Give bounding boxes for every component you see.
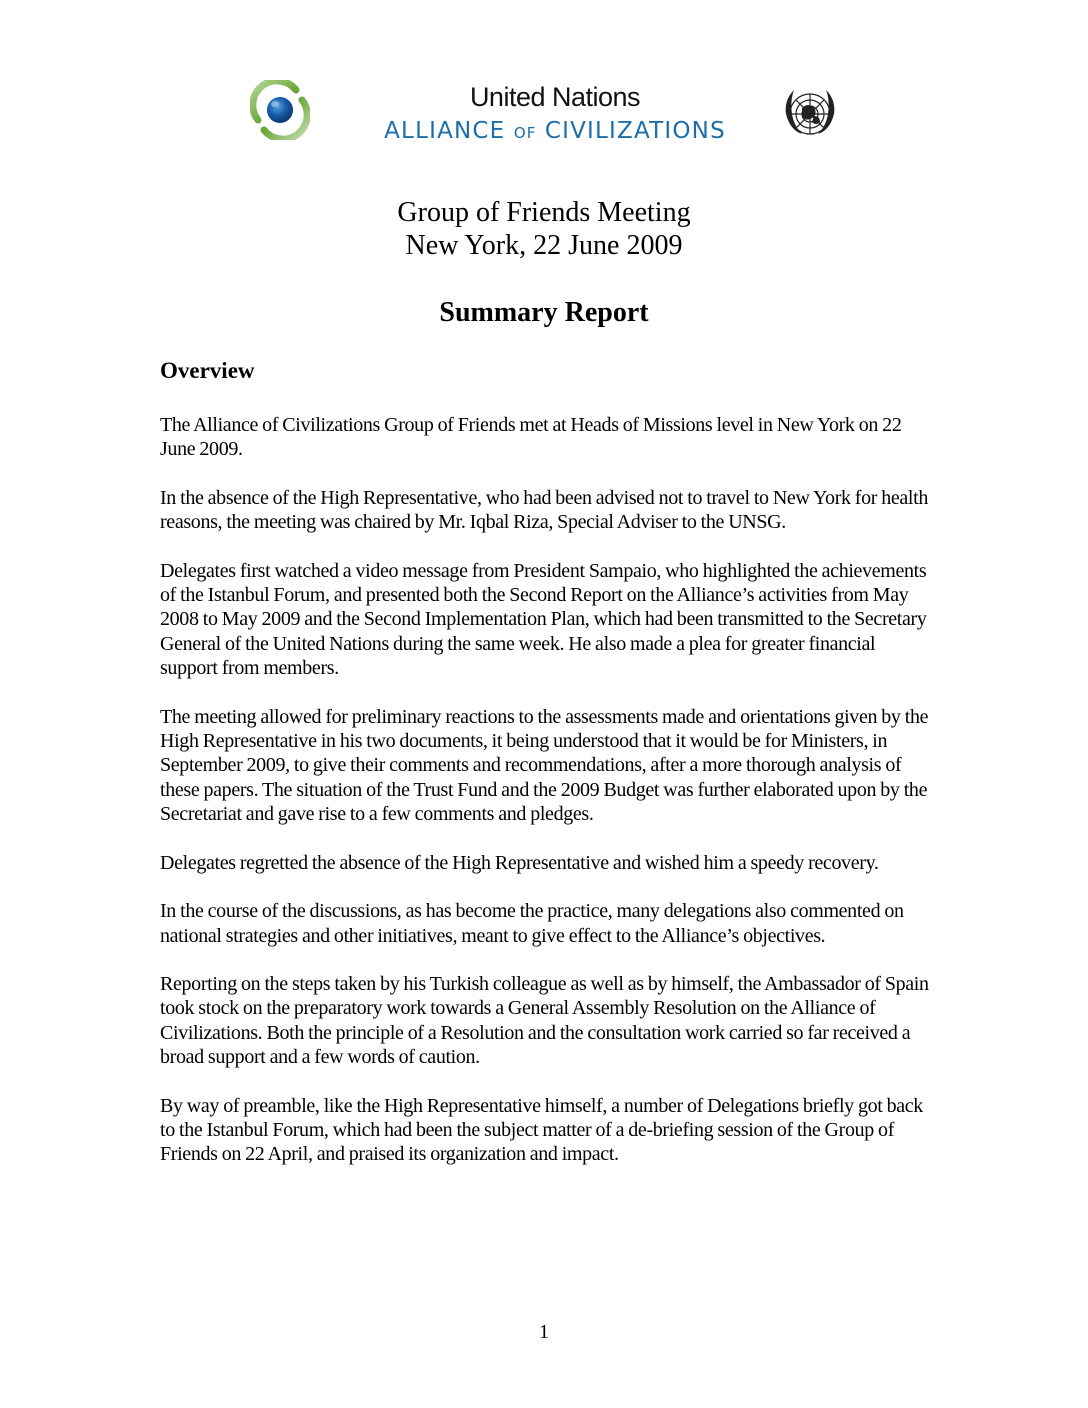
meeting-title [0,196,1088,262]
meeting-place-date: New York, 22 June 2009 [405,230,683,261]
meeting-name: Group of Friends Meeting [397,197,691,228]
alliance-of-civilizations-label [370,116,740,148]
alliance-word: ALLIANCE [384,118,514,144]
page-number: 1 [539,1321,549,1343]
of-word: OF [513,124,537,142]
letterhead [0,78,1088,158]
document-body [160,356,930,1191]
report-heading: Summary Report [439,297,649,328]
paragraph: In the course of the discussions, as has become the practice, many delegations also commented on national strategies and other initiatives, meant to give effect to the Alliance’s objectives. [160,900,904,947]
paragraph: In the absence of the High Representative, who had been advised not to travel to New York for health reasons, the meeting was chaired by Mr. Iqbal Riza, Special Adviser to the UNSG. [160,486,928,534]
paragraph: The meeting allowed for preliminary reactions to the assessments made and orientations given by the High Representative in his two documents, it being understood that it would be for Ministers, in September 2009, to give their comments and recommendations, after a more thorough analysis of these papers. The situation of the Trust Fund and the 2009 Budget was further elaborated upon by the Secretariat and gave rise to a few comments and pledges. [160,705,929,826]
paragraph: By way of preamble, like the High Representative himself, a number of Delegations briefly got back to the Istanbul Forum, which had been the subject matter of a de-briefing session of the Group of Friends on 22 April, and praised its organization and impact. [160,1094,923,1166]
organization-title [370,80,740,148]
un-emblem-icon [776,80,844,148]
united-nations-label: United Nations [469,82,641,112]
paragraph: Reporting on the steps taken by his Turkish colleague as well as by himself, the Ambassador of Spain took stock on the preparatory work towards a General Assembly Resolution on the Alliance of Civilizations. Both the principle of a Resolution and the consultation work carried so far received a broad support and a few words of caution. [160,972,929,1069]
paragraph: The Alliance of Civilizations Group of Friends met at Heads of Missions level in New York on 22 June 2009. [160,414,902,461]
civilizations-word: CIVILIZATIONS [536,118,726,144]
alliance-of-civilizations-logo-icon [250,80,310,140]
paragraph: Delegates first watched a video message from President Sampaio, who highlighted the achievements of the Istanbul Forum, and presented both the Second Report on the Alliance’s activities from May 2008 to May 2009 and the Second Implementation Plan, which had been transmitted to the Secretary General of the United Nations during the same week. He also made a plea for greater financial support from members. [160,559,927,680]
section-heading-overview: Overview [160,358,255,383]
paragraph: Delegates regretted the absence of the High Representative and wished him a speedy recovery. [160,851,879,874]
